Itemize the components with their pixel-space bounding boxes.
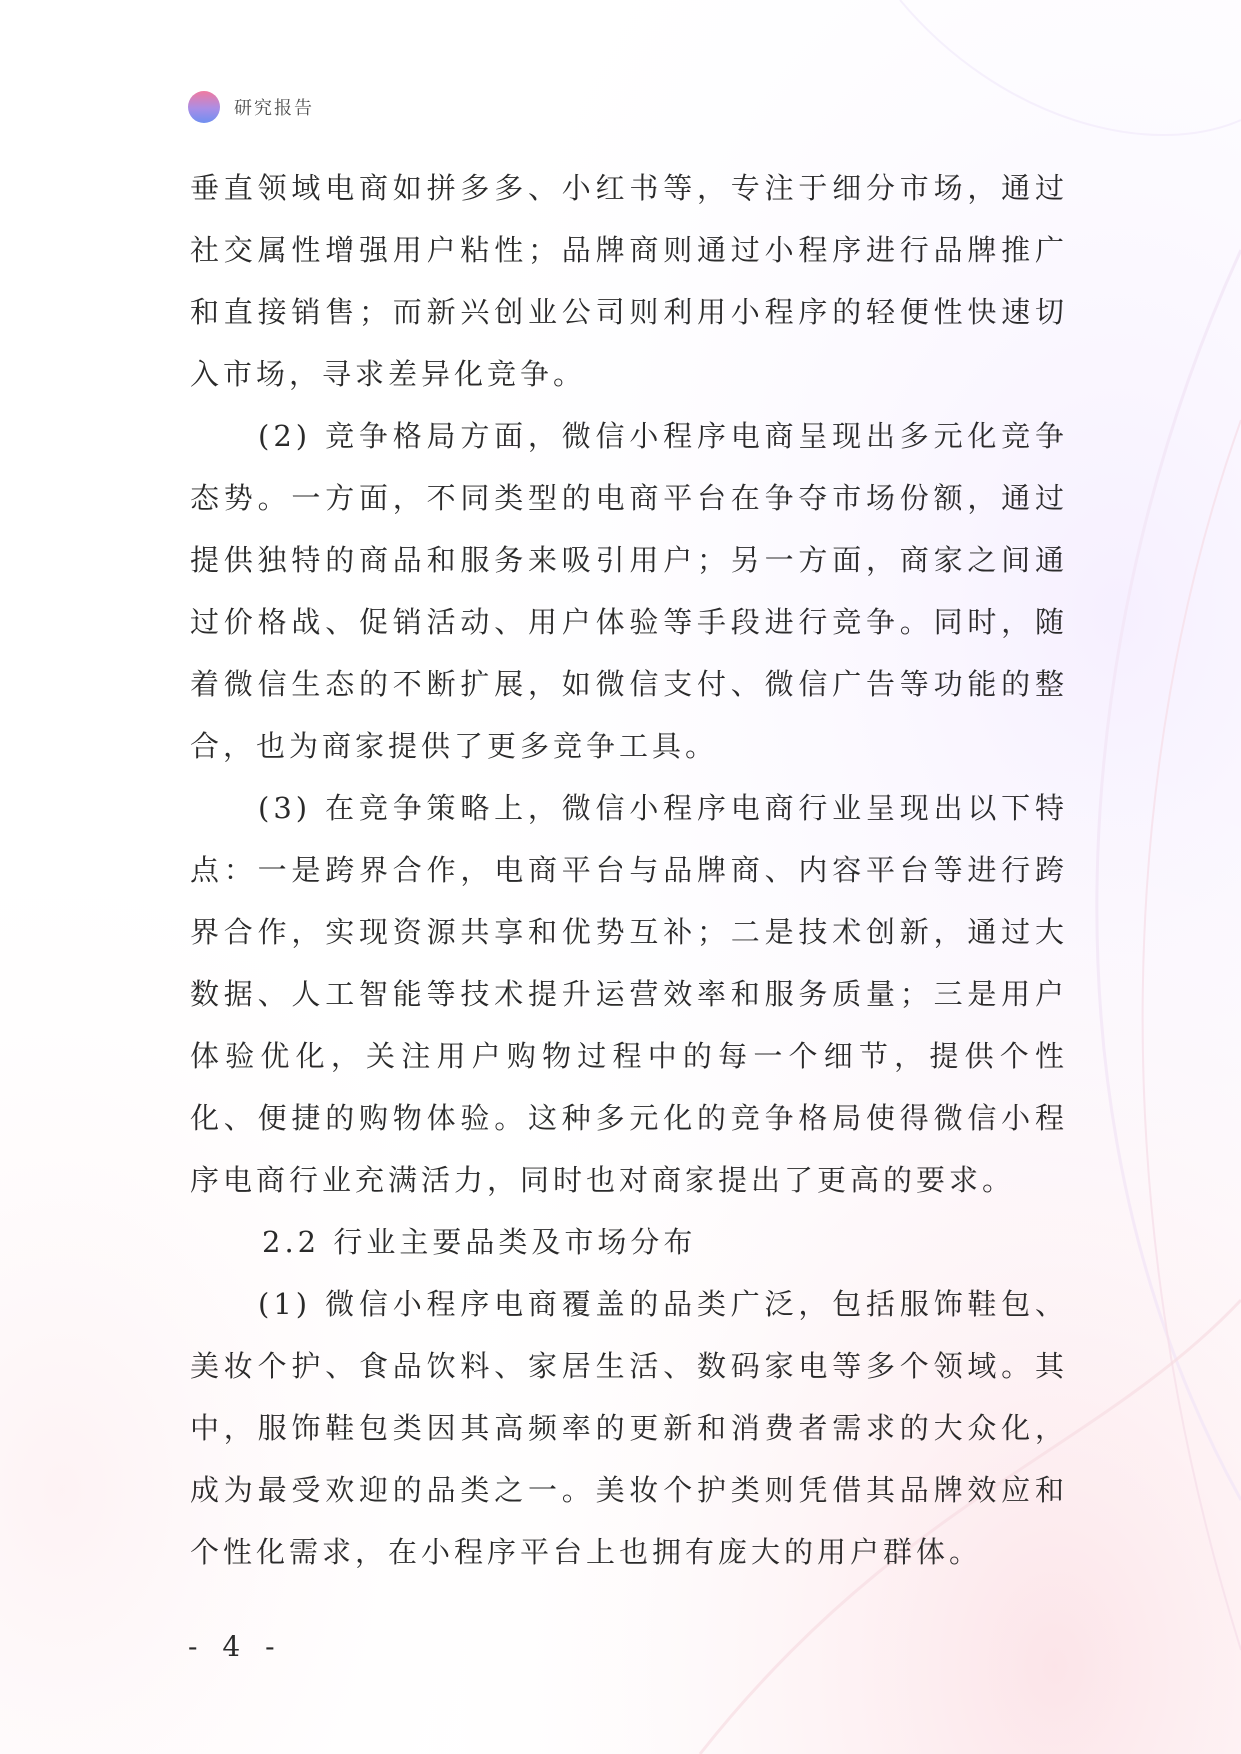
- paragraph-continued: 垂直领域电商如拼多多、小红书等，专注于细分市场，通过社交属性增强用户粘性；品牌商则通过小程序进行品牌推广和直接销售；而新兴创业公司则利用小程序的轻便性快速切入市场，寻求差异化竞争。: [190, 171, 1068, 391]
- header-title: 研究报告: [234, 98, 314, 119]
- logo-icon: [188, 91, 220, 123]
- section-heading: 2.2 行业主要品类及市场分布: [262, 1225, 697, 1259]
- page-number: - 4 -: [188, 1630, 283, 1663]
- paragraph-categories: (1) 微信小程序电商覆盖的品类广泛，包括服饰鞋包、美妆个护、食品饮料、家居生活、数码家电等多个领域。其中，服饰鞋包类因其高频率的更新和消费者需求的大众化，成为最受欢迎的品类之一。美妆个护类则凭借其品牌效应和个性化需求，在小程序平台上也拥有庞大的用户群体。: [190, 1287, 1068, 1569]
- document-header: [188, 90, 314, 124]
- paragraph-competition-landscape: (2) 竞争格局方面，微信小程序电商呈现出多元化竞争态势。一方面，不同类型的电商平台在争夺市场份额，通过提供独特的商品和服务来吸引用户；另一方面，商家之间通过价格战、促销活动、用户体验等手段进行竞争。同时，随着微信生态的不断扩展，如微信支付、微信广告等功能的整合，也为商家提供了更多竞争工具。: [190, 419, 1068, 763]
- paragraph-competition-strategy: (3) 在竞争策略上，微信小程序电商行业呈现出以下特点：一是跨界合作，电商平台与品牌商、内容平台等进行跨界合作，实现资源共享和优势互补；二是技术创新，通过大数据、人工智能等技术提升运营效率和服务质量；三是用户体验优化，关注用户购物过程中的每一个细节，提供个性化、便捷的购物体验。这种多元化的竞争格局使得微信小程序电商行业充满活力，同时也对商家提出了更高的要求。: [190, 791, 1068, 1197]
- document-body: [190, 157, 1068, 1583]
